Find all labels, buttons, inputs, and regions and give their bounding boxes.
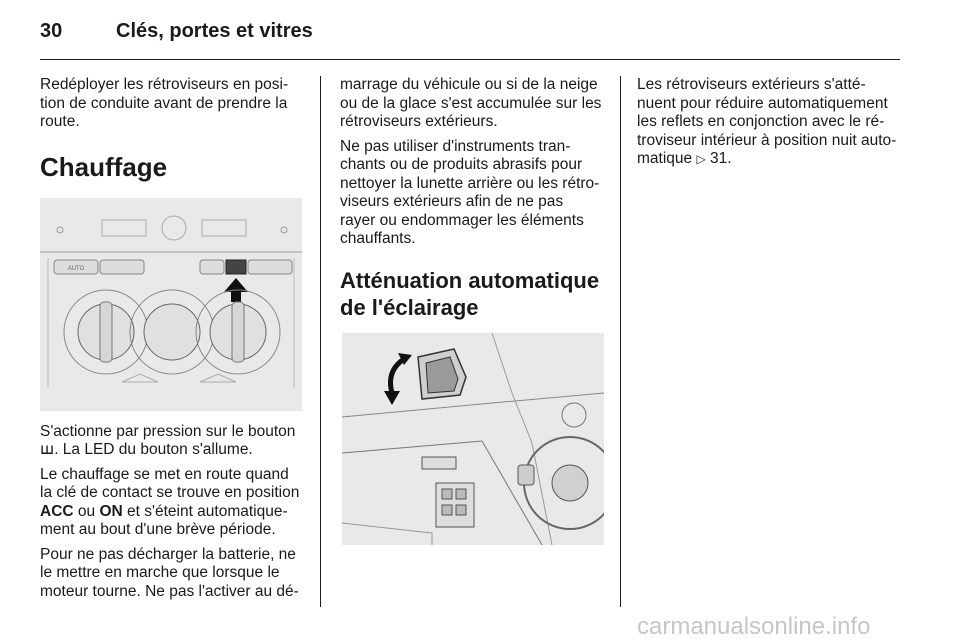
paragraph-battery	[40, 546, 308, 602]
text-line: ꟺ. La LED du bouton s'allume.	[40, 441, 253, 458]
paragraph-continued	[340, 76, 608, 132]
heading-line: Atténuation automatique	[340, 267, 600, 293]
heated-mirror-icon: ꟺ	[40, 441, 55, 458]
paragraph-button	[40, 423, 308, 460]
text-line: tion de conduite avant de prendre la	[40, 94, 288, 112]
text-line: rétroviseurs extérieurs.	[340, 113, 498, 130]
text-line: les reflets en conjonction avec le ré-	[637, 113, 885, 130]
column-divider-1	[320, 76, 321, 607]
column-divider-2	[620, 76, 621, 607]
dashboard-controls-illustration	[40, 198, 302, 411]
paragraph-operation	[40, 466, 308, 540]
page-reference-icon: ▷	[696, 152, 706, 166]
watermark: carmanualsonline.info	[637, 613, 871, 640]
text-line: rayer ou endommager les éléments	[340, 211, 584, 229]
text-line: Redéployer les rétroviseurs en posi-	[40, 76, 289, 93]
text-line: ou de la glace s'est accumulée sur les	[340, 94, 602, 112]
heated-mirror-button-figure	[40, 198, 302, 411]
text-line: ACC ou ON et s'éteint automatique-	[40, 502, 288, 520]
text-line: Le chauffage se met en route quand	[40, 465, 289, 483]
text-line: ment au bout d'une brève période.	[40, 521, 276, 538]
text-line: nuent pour réduire automatiquement	[637, 94, 888, 112]
text-line: route.	[40, 113, 80, 130]
column-3	[637, 76, 907, 175]
mirror-interior-illustration	[342, 333, 604, 545]
text-line: marrage du véhicule ou si de la neige	[340, 76, 598, 93]
auto-dimming-mirror-figure	[342, 333, 604, 545]
text-line: chauffants.	[340, 230, 416, 247]
text-line: Pour ne pas décharger la batterie, ne	[40, 545, 296, 563]
text-line: matique ▷ 31.	[637, 150, 732, 167]
text-line: S'actionne par pression sur le bouton	[40, 422, 296, 440]
text-line: la clé de contact se trouve en position	[40, 484, 300, 501]
section-heading-chauffage: Chauffage	[40, 151, 168, 182]
text-line: moteur tourne. Ne pas l'activer au dé-	[40, 582, 299, 600]
page-number: 30	[40, 20, 63, 42]
text-line: chants ou de produits abrasifs pour	[340, 156, 583, 173]
text-line: troviseur intérieur à position nuit auto-	[637, 131, 897, 149]
paragraph-caution	[340, 138, 608, 249]
auto-button-label: AUTO	[67, 265, 85, 272]
paragraph-auto-dimming	[637, 76, 907, 169]
column-2	[340, 76, 608, 557]
column-1	[40, 76, 308, 607]
header-rule	[40, 59, 900, 60]
section-heading-attenuation	[340, 267, 608, 321]
intro-paragraph	[40, 76, 308, 132]
page-reference-link[interactable]: 31.	[705, 150, 732, 167]
text-line: nettoyer la lunette arrière ou les rétro-	[340, 174, 600, 192]
text-line: Les rétroviseurs extérieurs s'atté-	[637, 76, 866, 93]
text-line: viseurs extérieurs afin de ne pas	[340, 193, 564, 210]
heading-line: de l'éclairage	[340, 294, 479, 320]
text-line: Ne pas utiliser d'instruments tran-	[340, 137, 571, 155]
page-title: Clés, portes et vitres	[116, 20, 313, 42]
text-line: le mettre en marche que lorsque le	[40, 564, 280, 581]
